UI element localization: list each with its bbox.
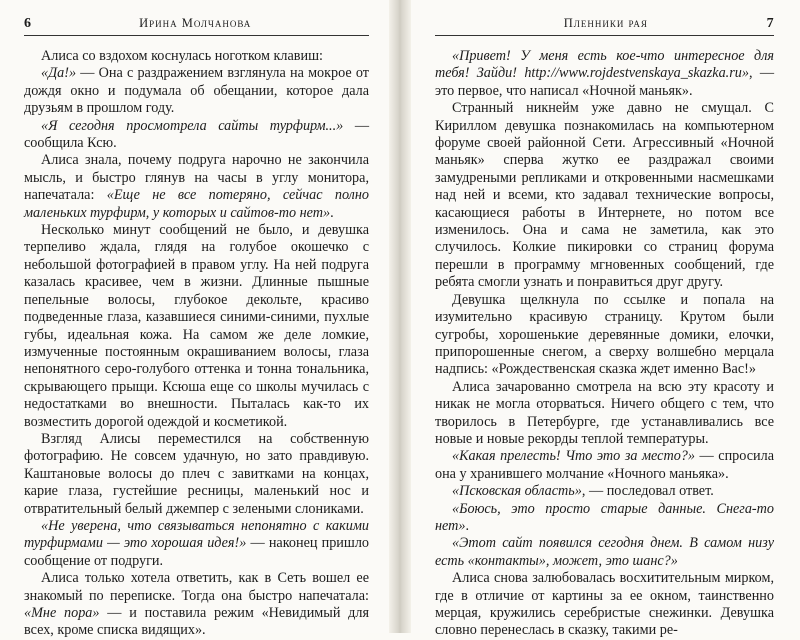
italic-text-span: «Я сегодня просмотрела сайты турфирм...» — [41, 117, 344, 134]
paragraph — [435, 100, 774, 291]
left-page-number: 6 — [24, 16, 32, 31]
text-span: — сообщила Ксю. — [24, 117, 370, 152]
paragraph — [24, 518, 369, 570]
text-span: Алиса зачарованно смотрела на всю эту красоту и никак не могла оторваться. Ничего общего с тем, что творилось в Петербурге, где устанавливались все новые и новые рекорды теплой температуры. — [435, 378, 774, 447]
italic-text-span: «Еще не все потеряно, сейчас полно маленьких турфирм, у которых и сайтов-то нет» — [24, 187, 370, 221]
italic-text-span: «Мне пора» — [24, 605, 100, 621]
text-span: Несколько минут сообщений не было, и девушка терпеливо ждала, глядя на голубое окошечко с небольшой фотографией в правом углу. На ней подруга казалась красивее, чем в жизни. Длинные пышные пепельные волосы, глубокое декольте, красиво подведенные глаза, казавшиеся синими-синими, пухлые губы, идеальная кожа. На самом же деле ломкие, измученные постоянным окрашиванием волосы, глаза непонятного серо-голубого оттенка и тонна тональника, скрывающего прыщи. Ксюша еще со школы мучилась с недостатками во внешности. Пыталась как-то их возместить дорогой одеждой и косметикой. — [24, 222, 369, 430]
right-running-head: Пленники рая — [563, 16, 648, 30]
text-span: Алиса знала, почему подруга нарочно не закончила мысль, и быстро глянув на часы в углу монитора, напечатала: — [24, 152, 369, 204]
paragraph — [24, 118, 369, 153]
text-span: Алиса снова залюбовалась восхитительным мирком, где в отличие от картины за ее окном, таинственно мерцая, кружились серебристые снежинки. Девушка словно перенеслась в сказку, такими ре- — [435, 570, 774, 639]
paragraph — [435, 292, 774, 379]
text-span: — наконец пришло сообщение от подруги. — [24, 535, 369, 569]
paragraph — [24, 431, 369, 518]
text-span: — Она с раздражением взглянула на мокрое от дождя окно и подумала об обещании, которое дала друзьям в прошлом году. — [24, 65, 369, 117]
text-span: Алиса со вздохом коснулась ноготком клавиш: — [41, 48, 323, 64]
left-page-body — [24, 48, 369, 640]
right-page — [411, 0, 800, 639]
left-page — [0, 0, 389, 639]
text-span: Странный никнейм уже давно не смущал. С Кириллом девушка познакомилась на компьютерном форуме своей районной Сети. Агрессивный «Ночной маньяк» сперва жутко ее раздражал своими замудреными репликами и откровенными насмешками над ней и всеми, кто задавал технические вопросы, касающиеся работы в Интернете, но потом все изменилось. Она и сама не заметила, как это случилось. Колкие пикировки со страниц форума перешли в программу мгновенных сообщений, где ребята смогли узнать и понравиться друг другу. — [435, 100, 774, 291]
paragraph — [24, 48, 369, 65]
text-span: — и поставила режим «Невидимый для всех, кроме списка видящих». — [24, 605, 370, 639]
italic-text-span: «Не уверена, что связываться непонятно с какими турфирмами — это хорошая идея!» — [24, 517, 369, 552]
paragraph — [435, 379, 774, 449]
paragraph — [435, 501, 774, 536]
paragraph — [24, 152, 369, 222]
paragraph — [435, 570, 774, 640]
text-span: Взгляд Алисы переместился на собственную фотографию. Не совсем удачную, но зато правдивую. Каштановые волосы до плеч с завитками на концах, карие глаза, густейшие ресницы, маленький нос и отвратительный белый джемпер с зелеными слониками. — [24, 430, 369, 517]
text-span: — спросила она у хранившего молчание «Ночного маньяка». — [435, 448, 774, 482]
text-span: Девушка щелкнула по ссылке и попала на изумительно красивую страницу. Крутом были сугробы, хорошенькие деревянные домики, елочки, припорошенные снегом, а сверху волшебно мерцала надпись: «Рождественская сказка ждет именно Вас!» — [435, 291, 774, 378]
text-span: . — [330, 204, 334, 221]
italic-text-span: «Псковская область» — [452, 483, 582, 500]
italic-text-span: «Этот сайт появился сегодня днем. В самом низу есть «контакты», может, это шанс?» — [435, 535, 774, 569]
book-spine-gutter — [389, 0, 411, 633]
italic-text-span: «Да!» — [41, 65, 77, 82]
text-span: . — [465, 517, 470, 534]
right-page-body — [435, 48, 774, 640]
paragraph — [435, 48, 774, 100]
paragraph — [435, 483, 774, 500]
right-page-number: 7 — [766, 16, 774, 31]
left-page-header — [24, 16, 369, 36]
paragraph — [435, 448, 774, 483]
italic-text-span: «Привет! У меня есть кое-что интересное для тебя! Зайди! http://www.rojdestvenskaya_skazka.ru» — [435, 48, 774, 82]
text-span: , — последовал ответ. — [581, 483, 714, 500]
paragraph — [435, 535, 774, 570]
italic-text-span: «Какая прелесть! Что это за место?» — [452, 448, 695, 465]
paragraph — [24, 65, 369, 117]
paragraph — [24, 570, 369, 640]
text-span: Алиса только хотела ответить, как в Сеть вошел ее знакомый по переписке. Тогда она быстро напечатала: — [24, 570, 369, 604]
paragraph — [24, 222, 369, 431]
left-running-head: Ирина Молчанова — [139, 16, 252, 30]
right-page-header — [435, 16, 774, 36]
text-span: , — это первое, что написал «Ночной маньяк». — [435, 65, 774, 99]
italic-text-span: «Боюсь, это просто старые данные. Снега-то нет» — [435, 500, 774, 534]
